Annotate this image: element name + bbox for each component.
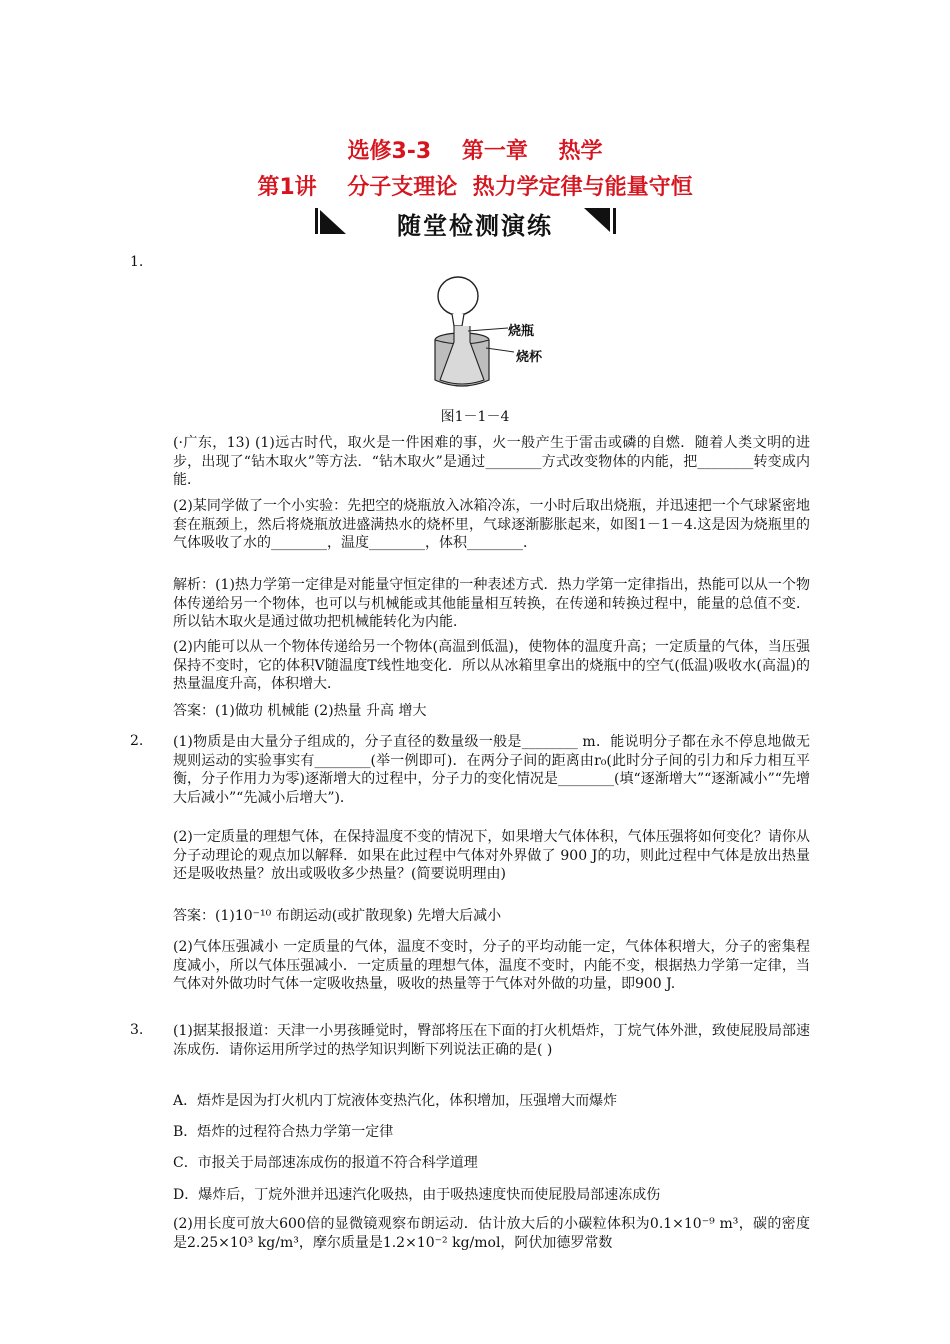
lesson-title: 第1讲 分子支理论 热力学定律与能量守恒 xyxy=(257,175,693,200)
question-text: (2)用长度可放大600倍的显微镜观察布朗运动．估计放大后的小碳粒体积为0.1×10⁻⁹ m³，碳的密度是2.25×10³ kg/m³，摩尔质量是1.2×10⁻² kg/mol，阿伏加德罗常数 xyxy=(173,1216,810,1251)
question-number: 2. xyxy=(130,733,144,749)
option-d: D．爆炸后，丁烷外泄并迅速汽化吸热，由于吸热速度快而使屁股局部速冻成伤 xyxy=(173,1187,661,1203)
question-text: (2)某同学做了一个小实验：先把空的烧瓶放入冰箱冷冻，一小时后取出烧瓶，并迅速把一个气球紧密地套在瓶颈上，然后将烧瓶放进盛满热水的烧杯里，气球逐渐膨胀起来，如图1－1－4.这是因为烧瓶里的气体吸收了水的________，温度________，体积________． xyxy=(173,498,810,551)
question-text: (2)一定质量的理想气体，在保持温度不变的情况下，如果增大气体体积，气体压强将如何变化？请你从分子动理论的观点加以解释．如果在此过程中气体对外界做了 900 J的功，则此过程中气体是放出热量还是吸收热量？放出或吸收多少热量？(简要说明理由) xyxy=(173,829,810,882)
analysis-text: (2)内能可以从一个物体传递给另一个物体(高温到低温)，使物体的温度升高；一定质量的气体，当压强保持不变时，它的体积V随温度T线性地变化．所以从冰箱里拿出的烧瓶中的空气(低温)吸收水(高温)的热量温度升高，体积增大． xyxy=(173,639,810,692)
question-text: (·广东，13) (1)远古时代，取火是一件困难的事，火一般产生于雷击或磷的自燃．随着人类文明的进步，出现了“钻木取火”等方法．“钻木取火”是通过________方式改变物体的内能，把________转变成内能． xyxy=(173,435,810,488)
question-text: (1)据某报报道：天津一小男孩睡觉时，臀部将压在下面的打火机焐炸，丁烷气体外泄，致使屁股局部速冻成伤．请你运用所学过的热学知识判断下列说法正确的是( ) xyxy=(173,1023,810,1058)
flask-in-beaker-icon xyxy=(420,276,570,396)
option-b: B．焐炸的过程符合热力学第一定律 xyxy=(173,1124,394,1140)
question-number: 3. xyxy=(130,1022,144,1038)
section-banner xyxy=(0,204,950,240)
answer-text: 答案：(1)10⁻¹⁰ 布朗运动(或扩散现象) 先增大后减小 xyxy=(173,908,502,924)
analysis-text: 解析：(1)热力学第一定律是对能量守恒定律的一种表述方式．热力学第一定律指出，热能可以从一个物体传递给另一个物体，也可以与机械能或其他能量相互转换，在传递和转换过程中，能量的总值不变．所以钻木取火是通过做功把机械能转化为内能． xyxy=(173,577,810,630)
banner-title: 随堂检测演练 xyxy=(397,212,553,240)
figure-label-beaker: 烧杯 xyxy=(516,350,543,365)
option-a: A．焐炸是因为打火机内丁烷液体变热汽化，体积增加，压强增大而爆炸 xyxy=(173,1093,618,1109)
option-c: C．市报关于局部速冻成伤的报道不符合科学道理 xyxy=(173,1155,478,1171)
answer-text: (2)气体压强减小 一定质量的气体，温度不变时，分子的平均动能一定，气体体积增大，分子的密集程度减小，所以气体压强减小．一定质量的理想气体，温度不变时，内能不变，根据热力学第一定律，当气体对外做功时气体一定吸收热量，吸收的热量等于气体对外做的功量，即900 J. xyxy=(173,939,810,992)
chapter-title: 选修3-3 第一章 热学 xyxy=(347,139,603,164)
question-text: (1)物质是由大量分子组成的，分子直径的数量级一般是________ m．能说明分子都在永不停息地做无规则运动的实验事实有________(举一例即可)．在两分子间的距离由r₀(此时分子间的引力和斥力相互平衡，分子作用力为零)逐渐增大的过程中，分子力的变化情况是________(填“逐渐增大”“逐渐减小”“先增大后减小”“先减小后增大”)． xyxy=(173,734,810,806)
figure-caption: 图1－1－4 xyxy=(440,409,510,425)
figure-label-flask: 烧瓶 xyxy=(508,324,535,339)
answer-text: 答案：(1)做功 机械能 (2)热量 升高 增大 xyxy=(173,703,427,719)
question-number: 1. xyxy=(130,254,144,270)
flask-beaker-figure xyxy=(420,276,570,396)
